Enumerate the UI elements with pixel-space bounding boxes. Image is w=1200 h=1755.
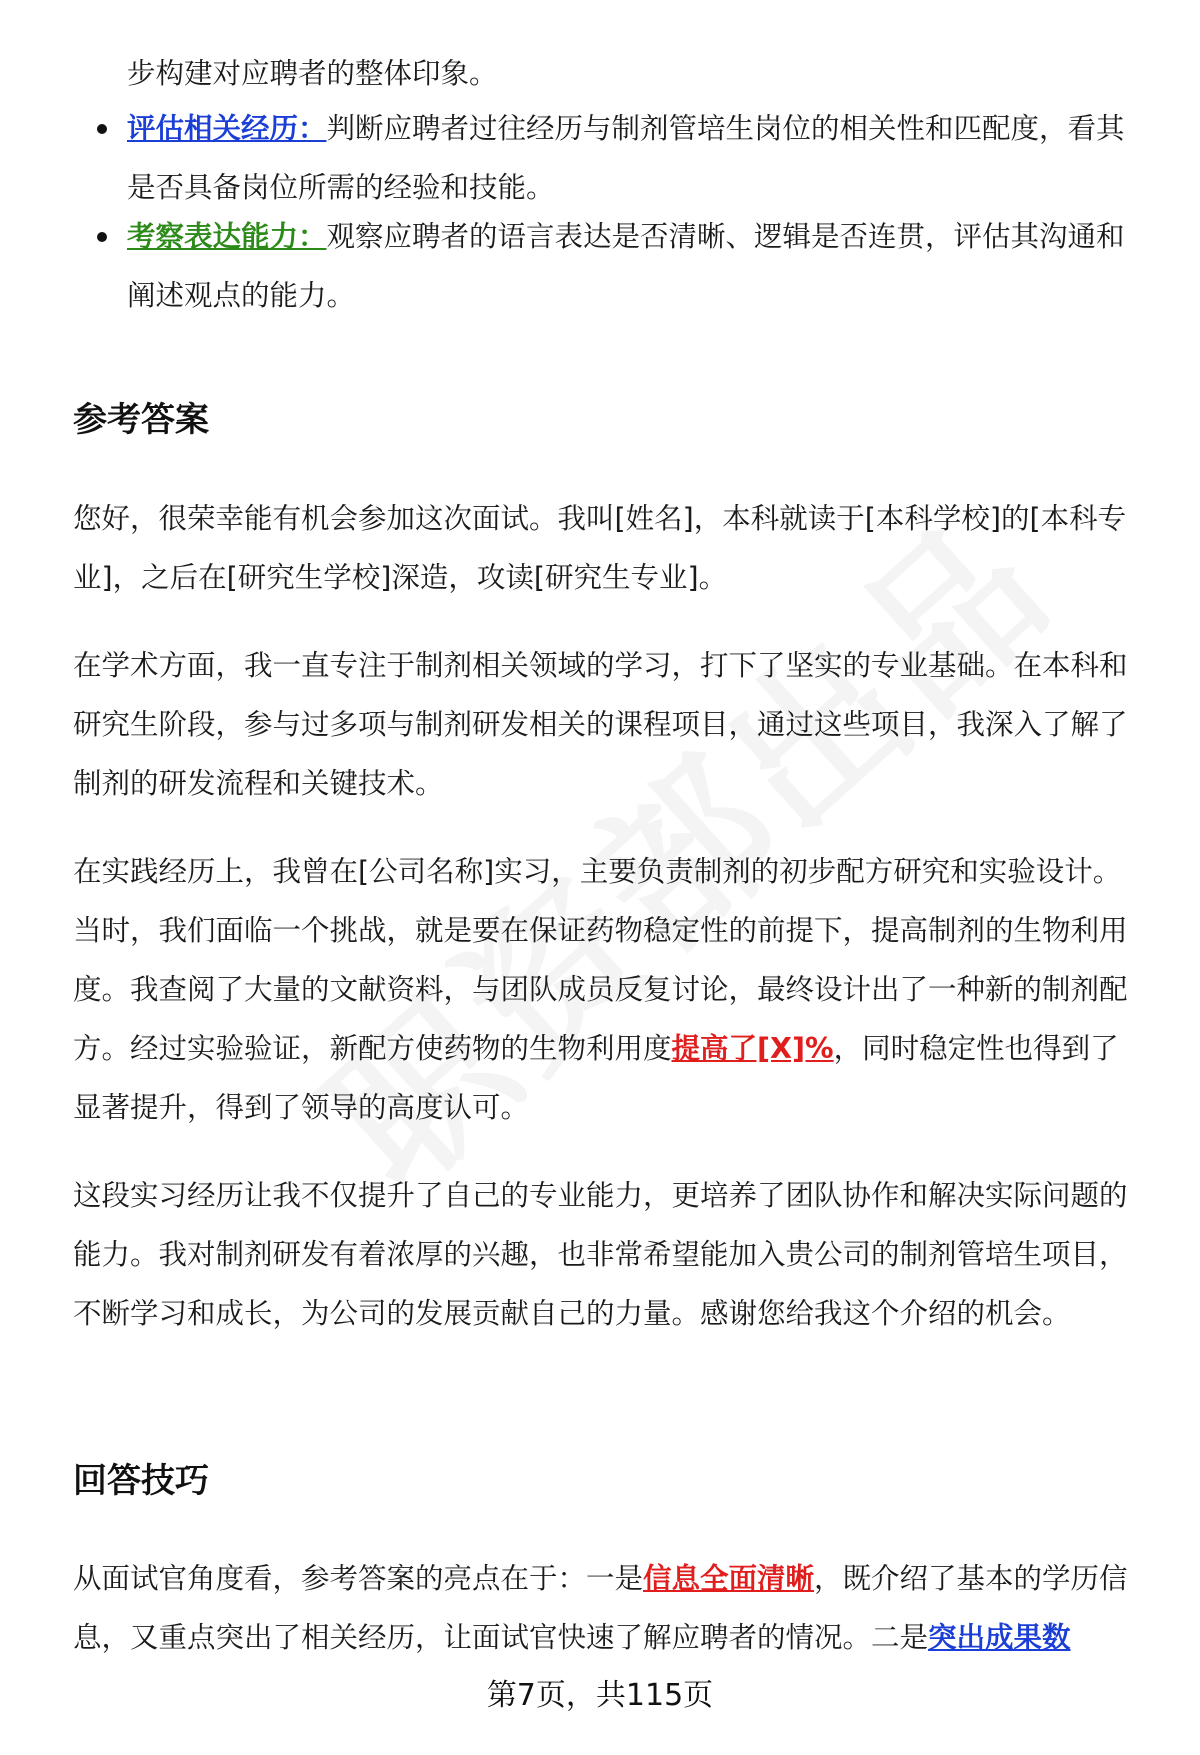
answer-text: 在实践经历上，我曾在[公司名称]实习，主要负责制剂的初步配方研究和实验设计。当时，我们面临一个挑战，就是要在保证药物稳定性的前提下，提高制剂的生物利用度。我查阅了大量的文献资料，与团队成员反复讨论，最终设计出了一种新的制剂配方。经过实验验证，新配方使药物的生物利用度 (73, 855, 1128, 1065)
bullet-item-experience (127, 99, 1145, 217)
answer-paragraph (73, 842, 1145, 1137)
answer-paragraph: 您好，很荣幸能有机会参加这次面试。我叫[姓名]，本科就读于[本科学校]的[本科专业]，之后在[研究生学校]深造，攻读[研究生专业]。 (73, 502, 1127, 594)
section-heading-tips: 回答技巧 (73, 1461, 209, 1501)
tips-paragraph (73, 1549, 1145, 1667)
highlight-text: 突出成果数 (928, 1621, 1071, 1654)
highlight-text: 信息全面清晰 (643, 1562, 815, 1595)
tips-text: 从面试官角度看，参考答案的亮点在于：一是 (73, 1562, 644, 1595)
highlight-text: 提高了[X]% (671, 1032, 834, 1065)
bullet-item-expression (127, 207, 1145, 325)
page-number: 第7页，共115页 (486, 1678, 714, 1713)
answer-paragraph: 这段实习经历让我不仅提升了自己的专业能力，更培养了团队协作和解决实际问题的能力。我对制剂研发有着浓厚的兴趣，也非常希望能加入贵公司的制剂管培生项目，不断学习和成长，为公司的发展贡献自己的力量。感谢您给我这个介绍的机会。 (73, 1179, 1128, 1330)
bullet-text: 观察应聘者的语言表达是否清晰、逻辑是否连贯，评估其沟通和阐述观点的能力。 (127, 220, 1125, 312)
bullet-label: 评估相关经历： (127, 112, 327, 145)
bullet-dot-icon (97, 124, 107, 134)
section-heading-answer: 参考答案 (73, 400, 209, 440)
bullet-text: 判断应聘者过往经历与制剂管培生岗位的相关性和匹配度，看其是否具备岗位所需的经验和技能。 (127, 112, 1125, 204)
bullet-dot-icon (97, 232, 107, 242)
top-fragment: 步构建对应聘者的整体印象。 (127, 57, 498, 90)
answer-paragraph: 在学术方面，我一直专注于制剂相关领域的学习，打下了坚实的专业基础。在本科和研究生阶段，参与过多项与制剂研发相关的课程项目，通过这些项目，我深入了解了制剂的研发流程和关键技术。 (73, 649, 1128, 800)
tips-text: ，既介绍了基本的学历信息，又重点突出了相关经历，让面试官快速了解应聘者的情况。二是 (73, 1562, 1128, 1654)
answer-text: ，同时稳定性也得到了显著提升，得到了领导的高度认可。 (73, 1032, 1119, 1124)
bullet-label: 考察表达能力： (127, 220, 327, 253)
